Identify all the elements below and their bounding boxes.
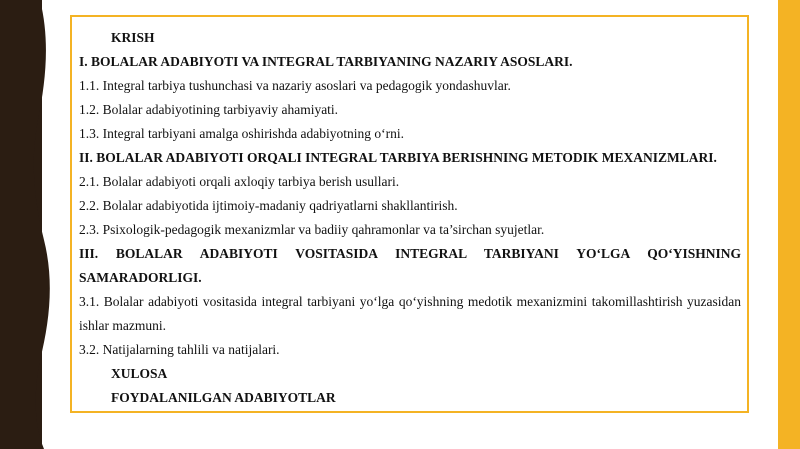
left-wave-decoration (0, 0, 70, 449)
section-1-item-2: 1.2. Bolalar adabiyotining tarbiyaviy ahamiyati. (79, 102, 339, 117)
section-2-title: II. BOLALAR ADABIYOTI ORQALI INTEGRAL TARBIYA BERISHNING METODIK MEXANIZMLARI. (79, 150, 717, 165)
right-accent-stripe (778, 0, 800, 449)
section-1-item-3: 1.3. Integral tarbiyani amalga oshirishda adabiyotning o‘rni. (79, 126, 405, 141)
toc-references: FOYDALANILGAN ADABIYOTLAR (111, 390, 336, 405)
table-of-contents-frame (70, 15, 749, 413)
section-1-title: I. BOLALAR ADABIYOTI VA INTEGRAL TARBIYANING NAZARIY ASOSLARI. (79, 54, 573, 69)
section-1-item-1: 1.1. Integral tarbiya tushunchasi va nazariy asoslari va pedagogik yondashuvlar. (79, 78, 511, 93)
section-3-title-line-1: III. BOLALAR ADABIYOTI VOSITASIDA INTEGRAL TARBIYANI YO‘LGA QO‘YISHNING (79, 246, 741, 261)
toc-conclusion: XULOSA (111, 366, 168, 381)
section-2-item-1: 2.1. Bolalar adabiyoti orqali axloqiy tarbiya berish usullari. (79, 174, 400, 189)
section-3-item-1-line-2: ishlar mazmuni. (79, 318, 166, 333)
section-3-title-line-2: SAMARADORLIGI. (79, 270, 202, 285)
section-2-item-3: 2.3. Psixologik-pedagogik mexanizmlar va badiiy qahramonlar va ta’sirchan syujetlar. (79, 222, 545, 237)
toc-intro: KRISH (111, 30, 155, 45)
section-3-item-1-line-1: 3.1. Bolalar adabiyoti vositasida integral tarbiyani yo‘lga qo‘yishning medotik mexanizmini takomillashtirish yuzasidan (79, 294, 741, 309)
section-3-item-2: 3.2. Natijalarning tahlili va natijalari. (79, 342, 280, 357)
section-2-item-2: 2.2. Bolalar adabiyotida ijtimoiy-madaniy qadriyatlarni shakllantirish. (79, 198, 458, 213)
